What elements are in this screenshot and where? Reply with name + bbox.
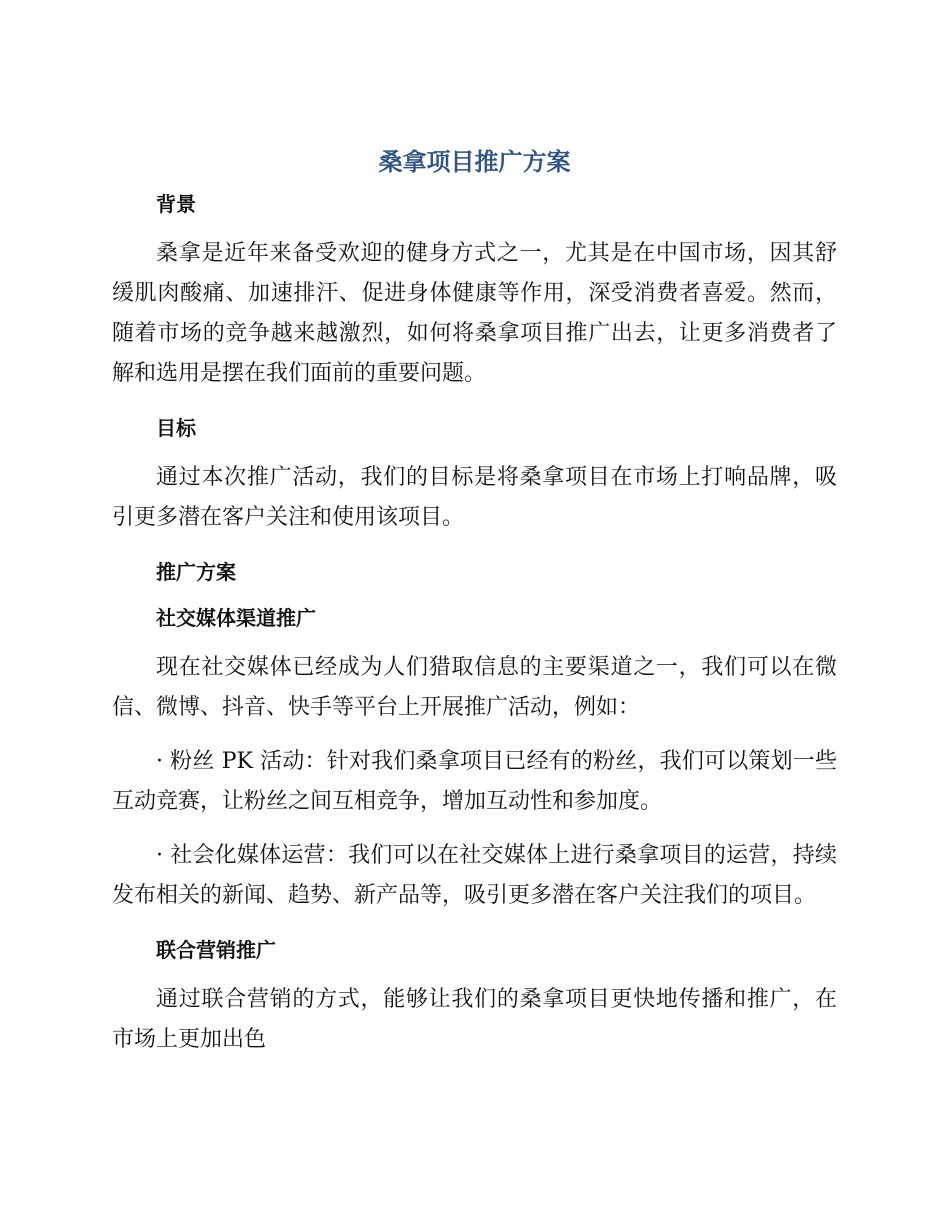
bullet-social-operation: · 社会化媒体运营：我们可以在社交媒体上进行桑拿项目的运营，持续发布相关的新闻、趋势、新产品等，吸引更多潜在客户关注我们的项目。 — [112, 843, 837, 908]
goal-paragraph: 通过本次推广活动，我们的目标是将桑拿项目在市场上打响品牌，吸引更多潜在客户关注和使用该项目。 — [112, 465, 837, 530]
document-body — [112, 140, 837, 1074]
section-heading-joint-marketing: 联合营销推广 — [156, 938, 276, 962]
background-paragraph: 桑拿是近年来备受欢迎的健身方式之一，尤其是在中国市场，因其舒缓肌肉酸痛、加速排汗、促进身体健康等作用，深受消费者喜爱。然而，随着市场的竞争越来越激烈，如何将桑拿项目推广出去，让更多消费者了解和选用是摆在我们面前的重要问题。 — [112, 241, 837, 386]
section-heading-social-media: 社交媒体渠道推广 — [156, 606, 316, 630]
document-title: 桑拿项目推广方案 — [378, 148, 571, 176]
section-heading-plan: 推广方案 — [156, 560, 236, 584]
social-media-paragraph: 现在社交媒体已经成为人们猎取信息的主要渠道之一，我们可以在微信、微博、抖音、快手等平台上开展推广活动，例如： — [112, 655, 837, 720]
section-heading-background: 背景 — [156, 192, 196, 216]
section-heading-goal: 目标 — [156, 416, 196, 440]
joint-marketing-paragraph: 通过联合营销的方式，能够让我们的桑拿项目更快地传播和推广，在市场上更加出色 — [112, 987, 837, 1052]
bullet-fan-pk: · 粉丝 PK 活动：针对我们桑拿项目已经有的粉丝，我们可以策划一些互动竞赛，让粉丝之间互相竞争，增加互动性和参加度。 — [112, 749, 837, 814]
